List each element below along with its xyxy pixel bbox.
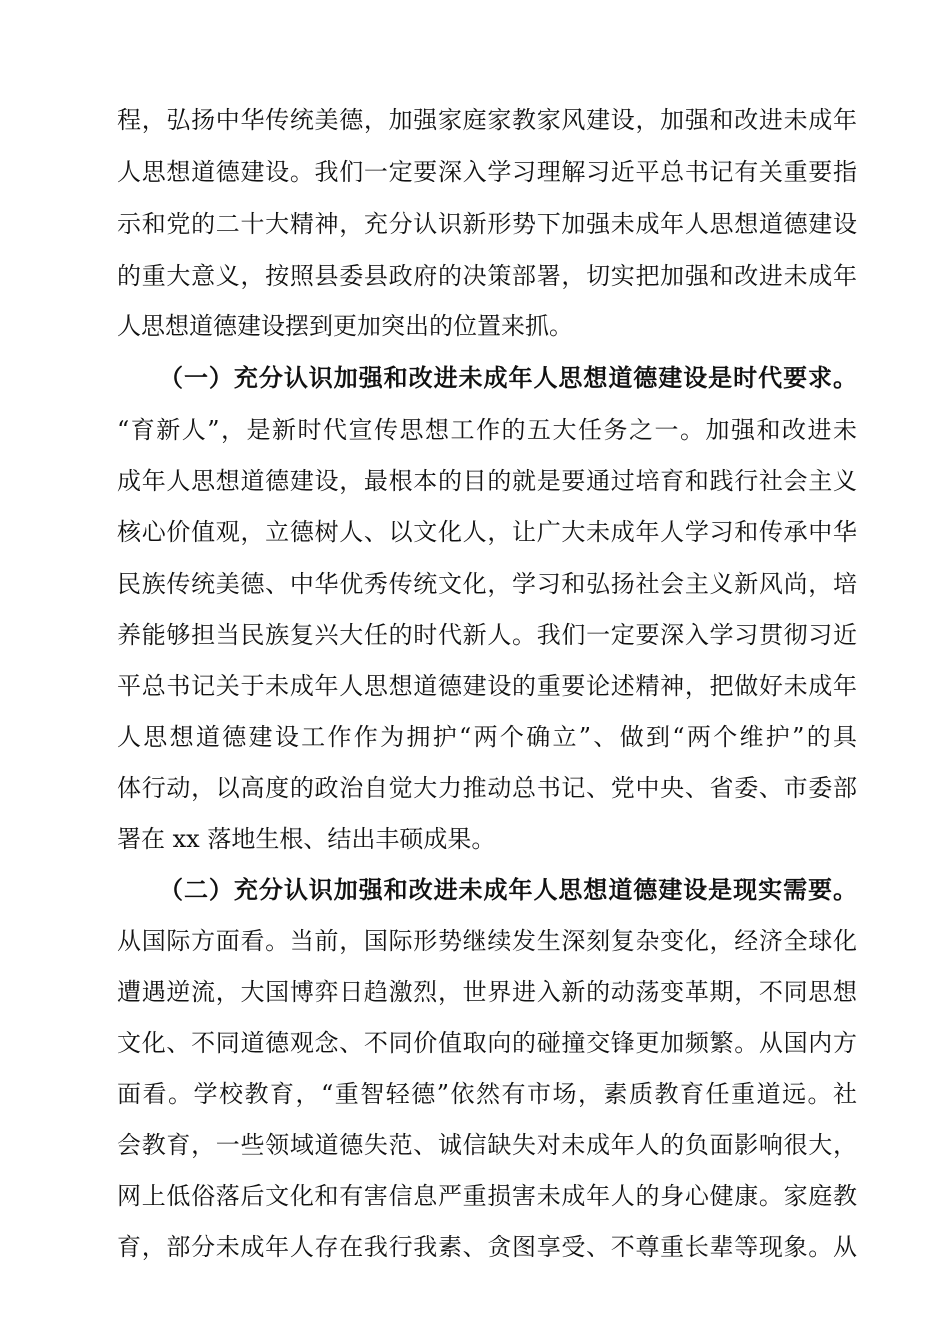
paragraph-line: 人思想道德建设摆到更加突出的位置来抓。 [117, 312, 573, 340]
paragraph-line: 平总书记关于未成年人思想道德建设的重要论述精神，把做好未成年 [117, 672, 857, 700]
paragraph-line: 成年人思想道德建设，最根本的目的就是要通过培育和践行社会主义 [117, 467, 857, 495]
paragraph-line: 养能够担当民族复兴大任的时代新人。我们一定要深入学习贯彻习近 [117, 621, 857, 649]
paragraph-line: 体行动，以高度的政治自觉大力推动总书记、党中央、省委、市委部 [117, 774, 857, 802]
paragraph-line: 遭遇逆流，大国博弈日趋激烈，世界进入新的动荡变革期，不同思想 [117, 978, 857, 1006]
section-heading-2: （二）充分认识加强和改进未成年人思想道德建设是现实需要。 [159, 875, 857, 904]
paragraph-line: “育新人”，是新时代宣传思想工作的五大任务之一。加强和改进未 [117, 416, 857, 444]
paragraph-line: 民族传统美德、中华优秀传统文化，学习和弘扬社会主义新风尚，培 [117, 570, 857, 598]
paragraph-line: 网上低俗落后文化和有害信息严重损害未成年人的身心健康。家庭教 [117, 1182, 857, 1210]
paragraph-line: 核心价值观，立德树人、以文化人，让广大未成年人学习和传承中华 [117, 518, 857, 546]
section-heading-1: （一）充分认识加强和改进未成年人思想道德建设是时代要求。 [159, 363, 857, 392]
paragraph-line: 人思想道德建设工作作为拥护“两个确立”、做到“两个维护”的具 [117, 723, 857, 751]
paragraph-line: 会教育，一些领域道德失范、诚信缺失对未成年人的负面影响很大， [117, 1131, 857, 1159]
paragraph-line: 面看。学校教育，“重智轻德”依然有市场，素质教育任重道远。社 [117, 1080, 857, 1108]
paragraph-line: 文化、不同道德观念、不同价值取向的碰撞交锋更加频繁。从国内方 [117, 1029, 857, 1057]
paragraph-line: 的重大意义，按照县委县政府的决策部署，切实把加强和改进未成年 [117, 262, 857, 290]
paragraph-line: 程，弘扬中华传统美德，加强家庭家教家风建设，加强和改进未成年 [117, 106, 857, 134]
paragraph-line: 署在 xx 落地生根、结出丰硕成果。 [117, 825, 496, 853]
paragraph-line: 人思想道德建设。我们一定要深入学习理解习近平总书记有关重要指 [117, 158, 857, 186]
paragraph-line: 从国际方面看。当前，国际形势继续发生深刻复杂变化，经济全球化 [117, 927, 857, 955]
paragraph-line: 育，部分未成年人存在我行我素、贪图享受、不尊重长辈等现象。从 [117, 1233, 857, 1261]
paragraph-line: 示和党的二十大精神，充分认识新形势下加强未成年人思想道德建设 [117, 210, 857, 238]
